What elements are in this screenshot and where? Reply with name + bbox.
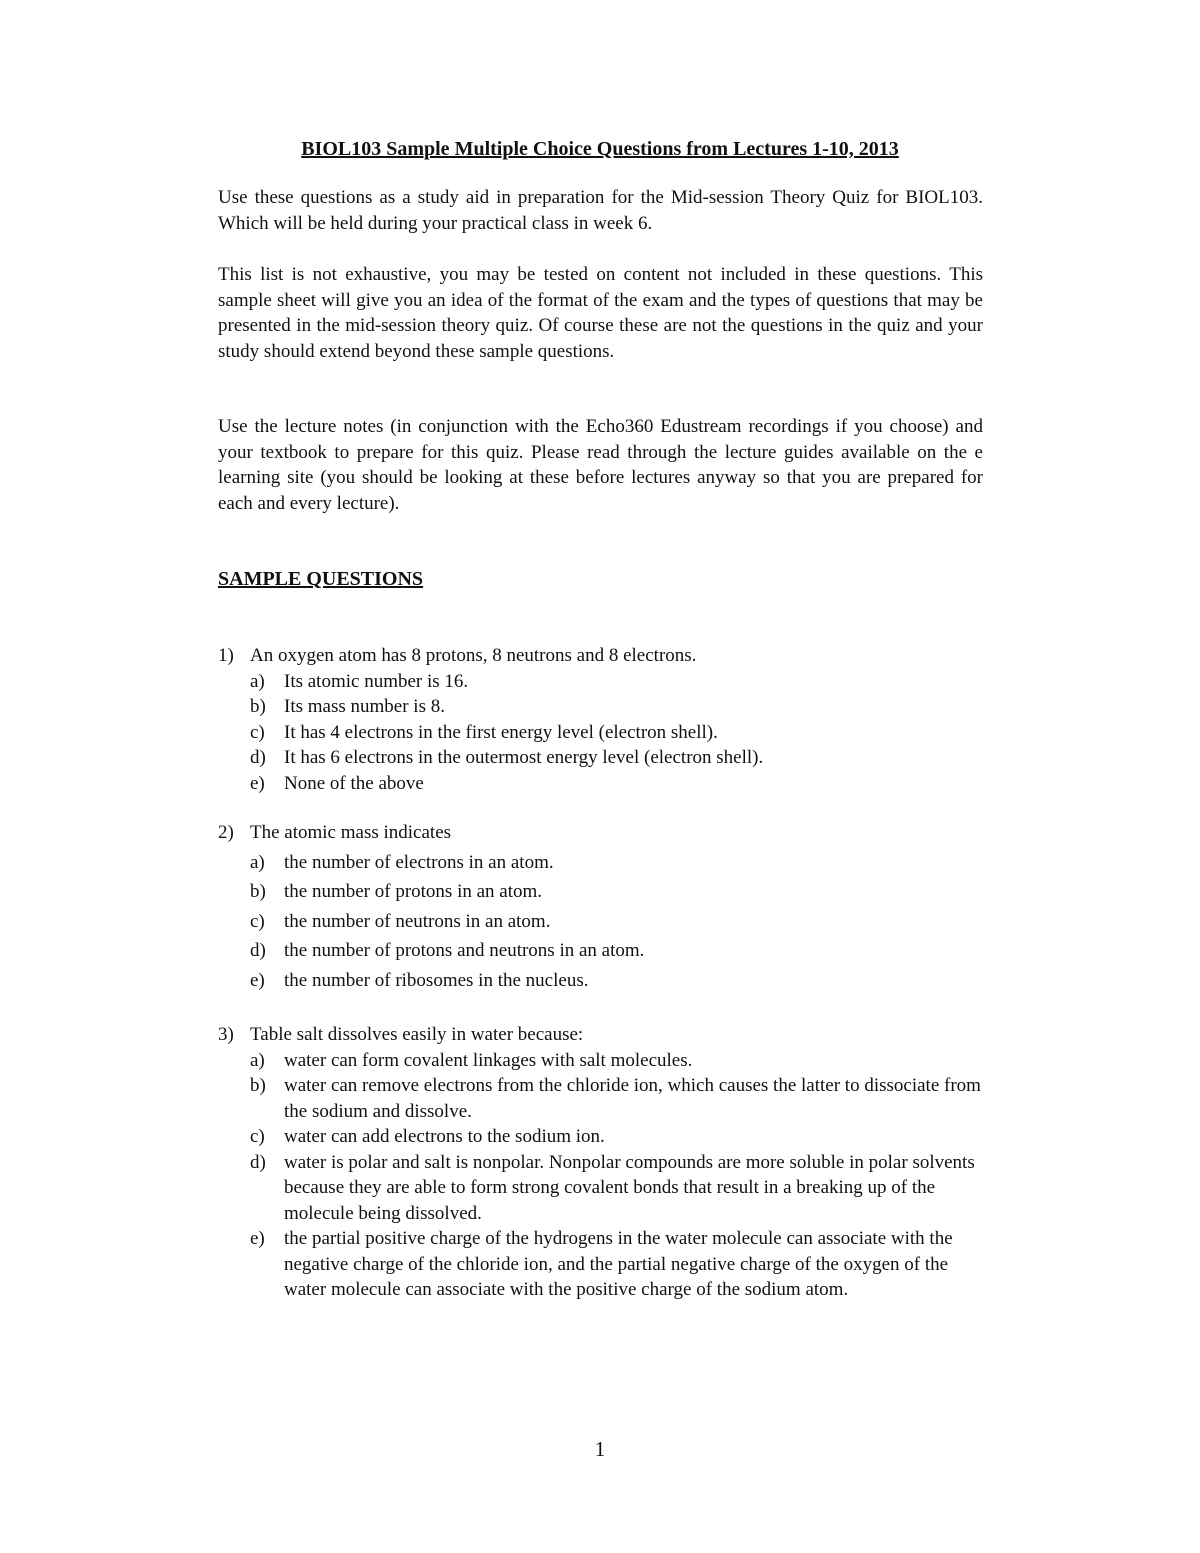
question-text: Table salt dissolves easily in water because: — [250, 1024, 584, 1045]
question-stem — [218, 820, 983, 846]
option-item — [218, 669, 983, 695]
option-item — [218, 1150, 983, 1227]
option-item — [218, 771, 983, 797]
document-title: BIOL103 Sample Multiple Choice Questions from Lectures 1-10, 2013 — [301, 138, 899, 160]
option-letter: c) — [250, 721, 265, 743]
option-text: Its atomic number is 16. — [284, 670, 469, 692]
option-letter: d) — [250, 1151, 266, 1173]
option-text: the number of neutrons in an atom. — [284, 910, 551, 932]
question-text: An oxygen atom has 8 protons, 8 neutrons and 8 electrons. — [250, 645, 697, 666]
option-text: It has 6 electrons in the outermost energy level (electron shell). — [284, 747, 764, 768]
option-item — [218, 1226, 983, 1303]
option-letter: e) — [250, 969, 265, 991]
option-text: None of the above — [284, 772, 424, 794]
option-letter: b) — [250, 1075, 266, 1096]
page-number: 1 — [594, 1437, 606, 1461]
option-text: water can add electrons to the sodium ion. — [284, 1126, 605, 1147]
option-list — [218, 848, 983, 996]
question-3 — [218, 1022, 983, 1303]
option-text: the partial positive charge of the hydrogens in the water molecule can associate with the negative charge of the chloride ion, and the partial negative charge of the oxygen of the water molecule can associate with the positive charge of the sodium atom. — [284, 1228, 953, 1300]
option-letter: c) — [250, 910, 265, 932]
option-letter: e) — [250, 1228, 265, 1249]
option-text: the number of protons in an atom. — [284, 881, 543, 902]
option-text: the number of electrons in an atom. — [284, 851, 554, 873]
intro-paragraph: This list is not exhaustive, you may be tested on content not included in these questions. This sample sheet will give you an idea of the format of the exam and the types of questions that may be presented in the mid-session theory quiz. Of course these are not the questions in the quiz and your study should extend beyond these sample questions. — [218, 264, 983, 362]
option-text: water is polar and salt is nonpolar. Nonpolar compounds are more soluble in polar solvents because they are able to form strong covalent bonds that result in a breaking up of the molecule being dissolved. — [284, 1151, 975, 1224]
option-item — [218, 1048, 983, 1074]
question-stem — [218, 1022, 983, 1048]
option-item — [218, 877, 983, 907]
section-heading: SAMPLE QUESTIONS — [218, 568, 424, 590]
option-list — [218, 669, 983, 797]
option-item — [218, 848, 983, 878]
option-letter: a) — [250, 670, 265, 692]
option-text: water can remove electrons from the chloride ion, which causes the latter to dissociate from the sodium and dissolve. — [284, 1075, 981, 1122]
question-1 — [218, 643, 983, 796]
option-item — [218, 745, 983, 771]
option-text: water can form covalent linkages with salt molecules. — [284, 1049, 693, 1071]
option-item — [218, 694, 983, 720]
option-letter: e) — [250, 772, 265, 794]
question-stem — [218, 643, 983, 669]
option-item — [218, 936, 983, 966]
question-number: 1) — [218, 645, 234, 666]
option-letter: a) — [250, 851, 265, 873]
option-letter: d) — [250, 940, 266, 961]
question-text: The atomic mass indicates — [250, 822, 452, 843]
option-text: the number of ribosomes in the nucleus. — [284, 969, 589, 991]
option-letter: b) — [250, 696, 266, 717]
option-item — [218, 1073, 983, 1124]
option-letter: b) — [250, 881, 266, 902]
option-item — [218, 720, 983, 746]
option-letter: a) — [250, 1049, 265, 1071]
option-text: Its mass number is 8. — [284, 696, 445, 717]
question-number: 2) — [218, 822, 234, 843]
option-item — [218, 966, 983, 996]
option-letter: d) — [250, 747, 266, 768]
question-number: 3) — [218, 1024, 234, 1045]
intro-paragraph: Use these questions as a study aid in preparation for the Mid-session Theory Quiz for BIOL103. Which will be held during your practical class in week 6. — [218, 187, 983, 234]
option-text: It has 4 electrons in the first energy level (electron shell). — [284, 721, 718, 743]
option-letter: c) — [250, 1126, 265, 1147]
option-item — [218, 907, 983, 937]
option-list — [218, 1048, 983, 1303]
intro-paragraph: Use the lecture notes (in conjunction with the Echo360 Edustream recordings if you choose) and your textbook to prepare for this quiz. Please read through the lecture guides available on the e learning site (you should be looking at these before lectures anyway so that you are prepared for each and every lecture). — [218, 416, 983, 514]
option-text: the number of protons and neutrons in an atom. — [284, 940, 645, 961]
question-2 — [218, 820, 983, 995]
option-item — [218, 1124, 983, 1150]
